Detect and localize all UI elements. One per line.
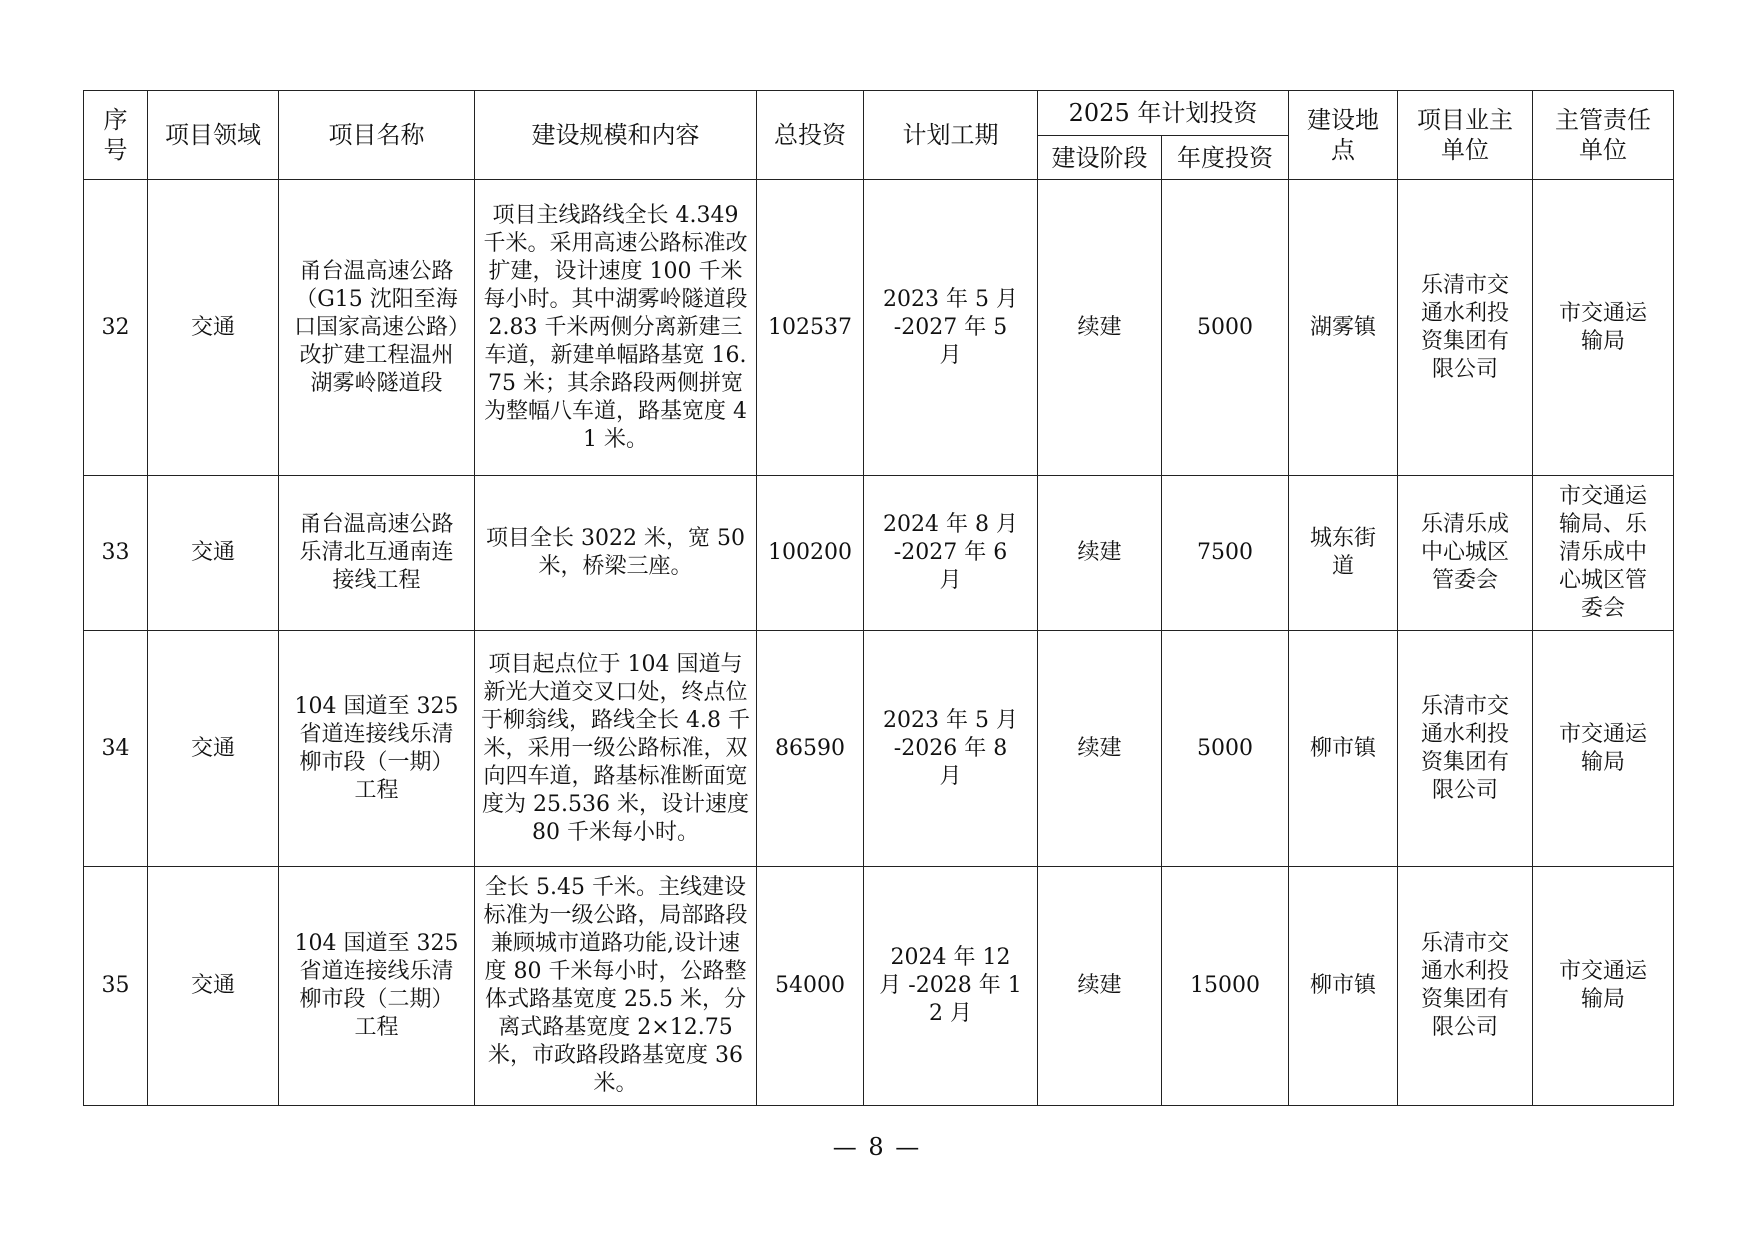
table-row xyxy=(84,631,1674,867)
cell-field: 交通 xyxy=(148,631,279,867)
cell-location: 柳市镇 xyxy=(1289,631,1398,867)
cell-seq: 33 xyxy=(84,476,148,631)
header-seq: 序号 xyxy=(84,91,148,180)
header-scale: 建设规模和内容 xyxy=(475,91,757,180)
cell-name: 甬台温高速公路乐清北互通南连接线工程 xyxy=(279,476,475,631)
cell-period: 2023 年 5 月 -2027 年 5 月 xyxy=(864,180,1038,476)
cell-owner: 乐清乐成中心城区管委会 xyxy=(1398,476,1533,631)
cell-seq: 32 xyxy=(84,180,148,476)
header-plan-2025: 2025 年计划投资 xyxy=(1038,91,1289,136)
header-owner: 项目业主单位 xyxy=(1398,91,1533,180)
cell-owner: 乐清市交通水利投资集团有限公司 xyxy=(1398,631,1533,867)
cell-total: 86590 xyxy=(757,631,864,867)
cell-total: 102537 xyxy=(757,180,864,476)
header-supervisor: 主管责任单位 xyxy=(1533,91,1674,180)
cell-scale: 全长 5.45 千米。主线建设标准为一级公路，局部路段兼顾城市道路功能,设计速度 80 千米每小时，公路整体式路基宽度 25.5 米，分离式路基宽度 2×12.75 米，市政路段路基宽度 36 米。 xyxy=(475,867,757,1106)
cell-location: 湖雾镇 xyxy=(1289,180,1398,476)
cell-total: 54000 xyxy=(757,867,864,1106)
cell-field: 交通 xyxy=(148,476,279,631)
cell-field: 交通 xyxy=(148,867,279,1106)
cell-seq: 34 xyxy=(84,631,148,867)
header-name: 项目名称 xyxy=(279,91,475,180)
table-row xyxy=(84,867,1674,1106)
cell-supervisor: 市交通运输局、乐清乐成中心城区管委会 xyxy=(1533,476,1674,631)
header-total-investment: 总投资 xyxy=(757,91,864,180)
cell-supervisor: 市交通运输局 xyxy=(1533,867,1674,1106)
cell-scale: 项目全长 3022 米，宽 50 米，桥梁三座。 xyxy=(475,476,757,631)
investment-plan-table xyxy=(83,90,1674,1106)
cell-period: 2024 年 8 月 -2027 年 6 月 xyxy=(864,476,1038,631)
cell-owner: 乐清市交通水利投资集团有限公司 xyxy=(1398,867,1533,1106)
cell-seq: 35 xyxy=(84,867,148,1106)
cell-field: 交通 xyxy=(148,180,279,476)
table-row xyxy=(84,180,1674,476)
cell-scale: 项目起点位于 104 国道与新光大道交叉口处，终点位于柳翁线，路线全长 4.8 千米，采用一级公路标准，双向四车道，路基标准断面宽度为 25.536 米，设计速度 80 千米每小时。 xyxy=(475,631,757,867)
cell-name: 104 国道至 325 省道连接线乐清柳市段（一期）工程 xyxy=(279,631,475,867)
cell-location: 柳市镇 xyxy=(1289,867,1398,1106)
cell-name: 甬台温高速公路（G15 沈阳至海口国家高速公路）改扩建工程温州湖雾岭隧道段 xyxy=(279,180,475,476)
header-field: 项目领域 xyxy=(148,91,279,180)
header-annual-investment: 年度投资 xyxy=(1162,136,1289,180)
table-header xyxy=(84,91,1674,180)
cell-annual: 7500 xyxy=(1162,476,1289,631)
page-number: — 8 — xyxy=(832,1133,922,1161)
cell-annual: 5000 xyxy=(1162,631,1289,867)
cell-period: 2024 年 12 月 -2028 年 12 月 xyxy=(864,867,1038,1106)
cell-supervisor: 市交通运输局 xyxy=(1533,180,1674,476)
cell-supervisor: 市交通运输局 xyxy=(1533,631,1674,867)
cell-annual: 15000 xyxy=(1162,867,1289,1106)
cell-period: 2023 年 5 月 -2026 年 8 月 xyxy=(864,631,1038,867)
cell-owner: 乐清市交通水利投资集团有限公司 xyxy=(1398,180,1533,476)
cell-stage: 续建 xyxy=(1038,180,1162,476)
cell-stage: 续建 xyxy=(1038,631,1162,867)
cell-total: 100200 xyxy=(757,476,864,631)
table-row xyxy=(84,476,1674,631)
cell-name: 104 国道至 325 省道连接线乐清柳市段（二期）工程 xyxy=(279,867,475,1106)
cell-location: 城东街道 xyxy=(1289,476,1398,631)
header-stage: 建设阶段 xyxy=(1038,136,1162,180)
cell-annual: 5000 xyxy=(1162,180,1289,476)
header-period: 计划工期 xyxy=(864,91,1038,180)
cell-scale: 项目主线路线全长 4.349 千米。采用高速公路标准改扩建，设计速度 100 千米每小时。其中湖雾岭隧道段 2.83 千米两侧分离新建三车道，新建单幅路基宽 16.75 米；其余路段两侧拼宽为整幅八车道，路基宽度 41 米。 xyxy=(475,180,757,476)
cell-stage: 续建 xyxy=(1038,476,1162,631)
cell-stage: 续建 xyxy=(1038,867,1162,1106)
header-location: 建设地点 xyxy=(1289,91,1398,180)
